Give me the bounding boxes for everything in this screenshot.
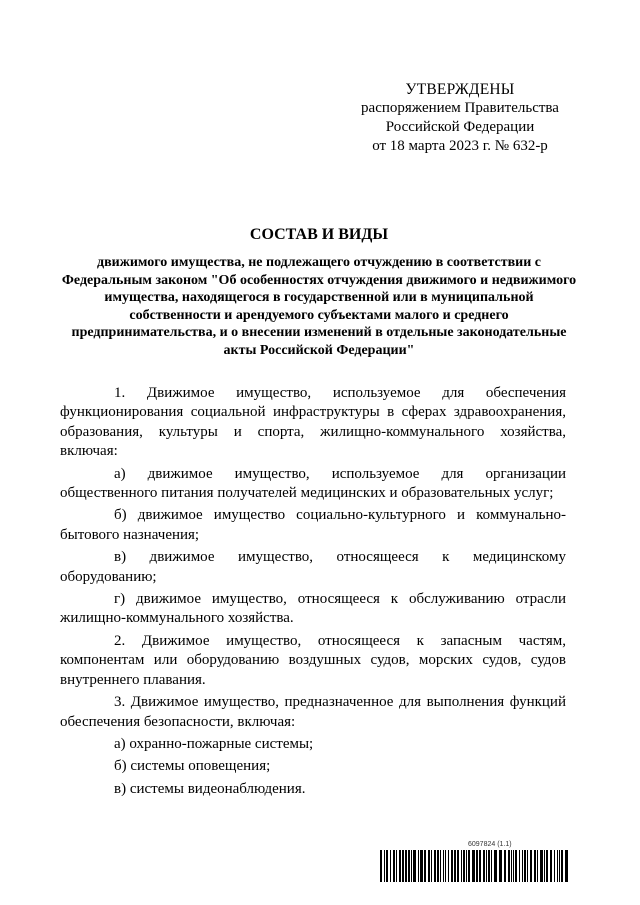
paragraph-3b: б) системы оповещения; (114, 758, 271, 775)
approval-title: УТВЕРЖДЕНЫ (405, 81, 515, 98)
paragraph-1d: г) движимое имущество, относящееся к обслуживанию отрасли жилищно-коммунального хозяйства. (60, 591, 566, 627)
paragraph-3c: в) системы видеонаблюдения. (114, 780, 306, 797)
barcode-icon (380, 850, 570, 882)
barcode-block (380, 841, 570, 885)
paragraph-1c: в) движимое имущество, относящееся к медицинскому оборудованию; (60, 549, 566, 585)
document-title: СОСТАВ И ВИДЫ (249, 226, 389, 243)
document-subtitle: движимого имущества, не подлежащего отчуждению в соответствии с Федеральным законом "Об особенностях отчуждения движимого и недвижимого имущества, находящегося в государственной или в муниципальной собственности и арендуемого субъектами малого и среднего предпринимательства, и о внесении изменений в отдельные законодательные акты Российской Федерации" (61, 255, 577, 358)
paragraph-3: 3. Движимое имущество, предназначенное для выполнения функций обеспечения безопасности, включая: (60, 694, 566, 730)
paragraph-3a: а) охранно-пожарные системы; (114, 735, 314, 752)
paragraph-2: 2. Движимое имущество, относящееся к запасным частям, компонентам или оборудованию воздушных судов, морских судов, судов внутреннего плавания. (60, 632, 566, 688)
paragraph-1: 1. Движимое имущество, используемое для обеспечения функционирования социальной инфраструктуры в сферах здравоохранения, образования, культуры и спорта, жилищно-коммунального хозяйства, включая: (60, 385, 566, 460)
document-heading (60, 224, 578, 359)
approval-line-1: распоряжением Правительства (361, 100, 559, 116)
paragraph-1a: а) движимое имущество, используемое для организации общественного питания получателей медицинских и образовательных услуг; (60, 465, 566, 502)
approval-block (350, 80, 570, 156)
approval-line-3: от 18 марта 2023 г. № 632-р (372, 138, 548, 154)
document-body (60, 384, 566, 802)
paragraph-1b: б) движимое имущество социально-культурного и коммунально-бытового назначения; (60, 507, 566, 543)
barcode-number: 6097824 (1.1) (468, 841, 512, 848)
approval-line-2: Российской Федерации (385, 119, 535, 135)
